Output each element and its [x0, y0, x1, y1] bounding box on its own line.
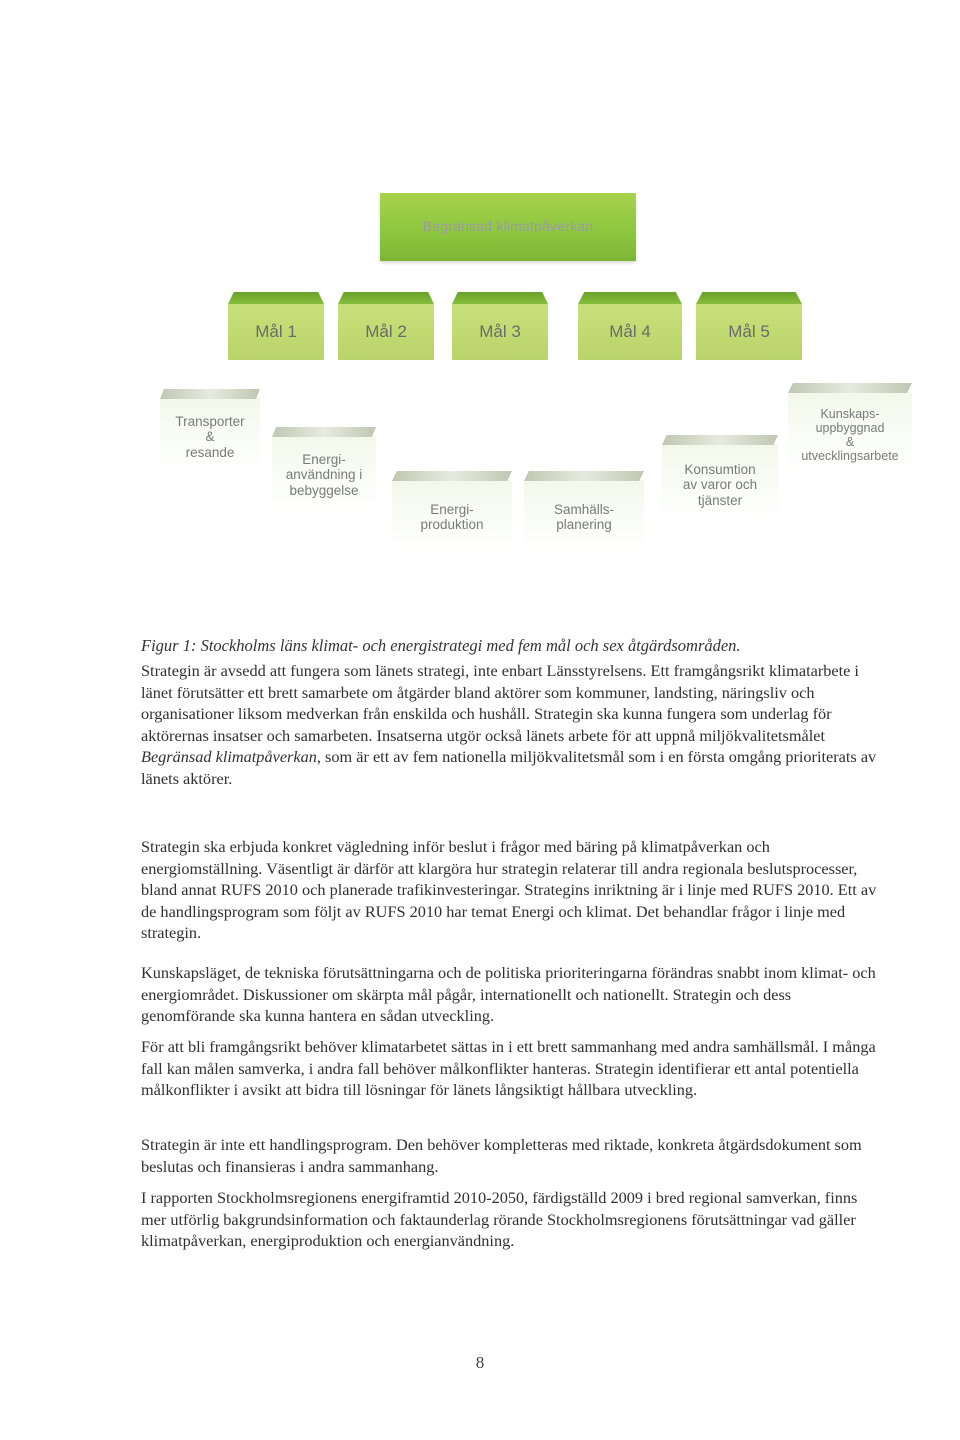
area-line: & [845, 435, 855, 449]
area-line: Transporter [175, 414, 245, 430]
area-label-consumption [683, 462, 757, 507]
paragraph-3: Kunskapsläget, de tekniska förutsättningarna och de politiska prioriteringarna förändras snabbt inom klimat- och energiområdet. Diskussioner om skärpta mål pågår, internationellt och nationellt. Strategin och dess genomförande ska kunna hantera en sådan utveckling. [141, 963, 876, 1026]
paragraph-6: I rapporten Stockholmsregionens energiframtid 2010-2050, färdigställd 2009 i bred regional samverkan, finns mer utförlig bakgrundsinformation och faktaunderlag rörande Stockholmsregionens förutsättningar vad gäller klimatpåverkan, energiproduktion och energianvändning. [141, 1188, 858, 1251]
top-goal-box [380, 193, 636, 261]
area-label-community-planning [554, 502, 614, 532]
goal-box-3 [452, 304, 548, 360]
paragraph-1-text-a: Strategin är avsedd att fungera som länets strategi, inte enbart Länsstyrelsens. Ett framgångsrikt klimatarbete i länet förutsätter ett brett samarbete om åtgärder bland aktörer som kommuner, landsting, näringsliv och organisationer liksom medverkan från enskilda och hushåll. Strategin ska kunna fungera som underlag för aktörernas insatser och samarbeten. Insatserna utgör också länets arbete för att uppnå miljökvalitetsmålet [141, 661, 859, 745]
area-label-transport [175, 414, 244, 459]
strategy-diagram [0, 0, 960, 620]
area-line: användning i [285, 467, 363, 483]
goal-label-4: Mål 4 [609, 322, 651, 342]
area-line: bebyggelse [289, 482, 359, 498]
paragraph-2: Strategin ska erbjuda konkret vägledning inför beslut i frågor med bäring på klimatpåverkan och energiomställning. Väsentligt är därför att klargöra hur strategin relaterar till andra regionala beslutsprocesser, bland annat RUFS 2010 och planerade trafikinvesteringar. Strategins inriktning är i linje med RUFS 2010. Ett av de handlingsprogram som följt av RUFS 2010 har temat Energi och klimat. Det behandlar frågor i linje med strategin. [141, 837, 877, 943]
area-line: av varor och [682, 477, 758, 493]
area-line: utvecklingsarbete [801, 449, 899, 463]
paragraph-1 [141, 660, 883, 790]
area-line: planering [556, 517, 612, 532]
area-line: Energi- [430, 501, 474, 517]
area-transport [160, 398, 260, 476]
paragraph-1-emphasis: Begränsad klimatpåverkan [141, 747, 317, 767]
goal-label-5: Mål 5 [728, 322, 770, 342]
area-line: Energi- [302, 452, 346, 468]
goal-box-4 [578, 304, 682, 360]
area-top-edge [662, 435, 778, 445]
goal-box-2 [338, 304, 434, 360]
page-number: 8 [475, 1353, 485, 1372]
area-top-edge [272, 427, 376, 437]
top-goal-label: Begränsad klimatpåverkan [422, 218, 594, 235]
goal-label-2: Mål 2 [365, 322, 407, 342]
area-line: Kunskaps- [820, 407, 880, 421]
area-line: Samhälls- [553, 501, 615, 517]
figure-caption: Figur 1: Stockholms läns klimat- och energistrategi med fem mål och sex åtgärdsområden. [141, 636, 741, 655]
goal-label-1: Mål 1 [255, 322, 297, 342]
area-energy-production [392, 480, 512, 554]
area-top-edge [788, 383, 912, 393]
area-line: tjänster [697, 492, 743, 508]
area-top-edge [392, 471, 512, 481]
area-label-energy-use [286, 452, 363, 497]
area-line: & [205, 429, 215, 445]
paragraph-5: Strategin är inte ett handlingsprogram. Den behöver kompletteras med riktade, konkreta åtgärdsdokument som beslutas och finansieras i andra sammanhang. [141, 1135, 862, 1176]
area-line: produktion [420, 517, 484, 532]
area-consumption [662, 444, 778, 526]
goal-box-1 [228, 304, 324, 360]
area-knowledge [788, 392, 912, 478]
area-community-planning [524, 480, 644, 554]
area-label-energy-production [420, 502, 483, 532]
area-line: uppbyggnad [815, 421, 885, 435]
paragraph-1-text-b: , som är ett av fem nationella miljökvalitetsmål som i en första omgång prioriterats av länets aktörer. [141, 747, 877, 788]
area-energy-use [272, 436, 376, 514]
area-label-knowledge [801, 407, 898, 463]
goal-box-5 [696, 304, 802, 360]
area-top-edge [524, 471, 644, 481]
area-line: resande [185, 444, 235, 460]
area-top-edge [160, 389, 260, 399]
paragraph-4: För att bli framgångsrikt behöver klimatarbetet sättas in i ett brett sammanhang med andra samhällsmål. I många fall kan målen samverka, i andra fall behöver målkonflikter hanteras. Strategin identifierar ett antal potentiella målkonflikter i avsikt att bidra till lösningar för länets långsiktigt hållbara utveckling. [141, 1037, 876, 1100]
goal-label-3: Mål 3 [479, 322, 521, 342]
area-line: Konsumtion [684, 462, 756, 478]
